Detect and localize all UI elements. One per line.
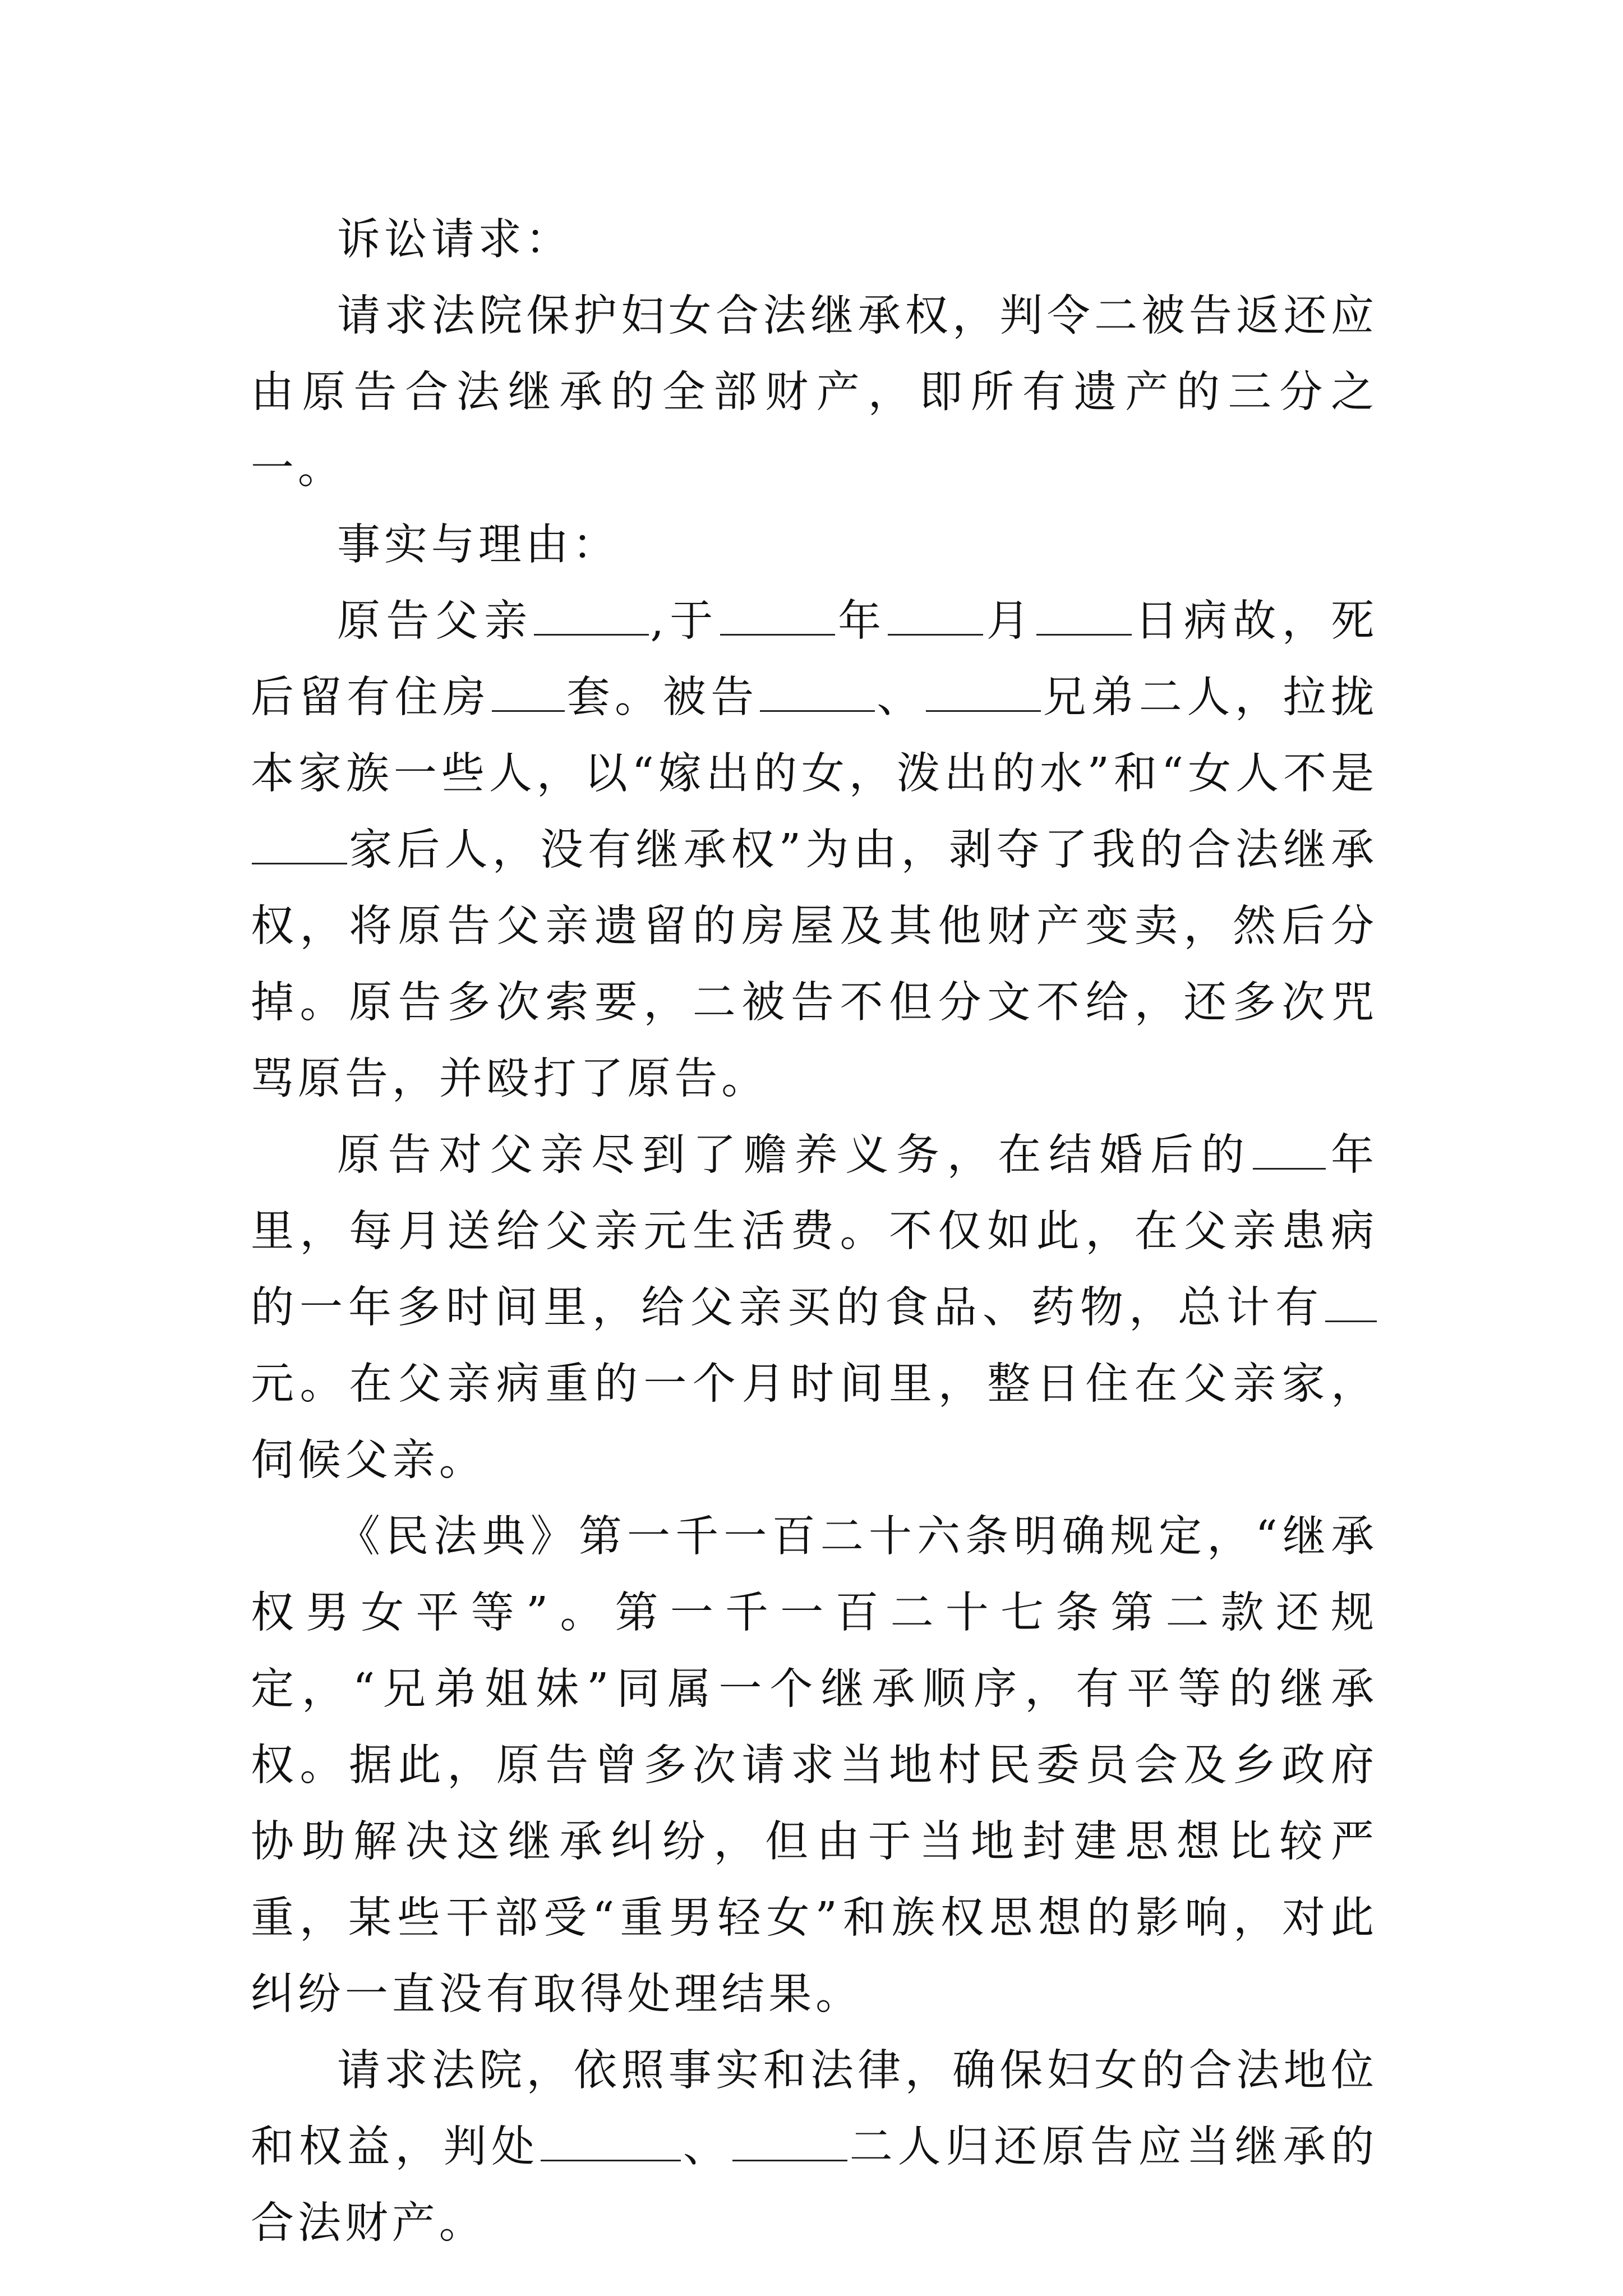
document-body (251, 202, 1378, 2262)
support-paragraph (251, 1117, 1378, 1499)
facts-text: ,于 (650, 596, 719, 646)
defendant-2-blank (732, 2125, 847, 2161)
claims-paragraph: 请求法院保护妇女合法继承权，判令二被告返还应由原告合法继承的全部财产，即所有遗产的三分之一。 (251, 291, 1378, 494)
facts-text: 原告父亲 (337, 596, 533, 646)
house-count-blank (492, 675, 565, 712)
facts-text: 年 (836, 596, 887, 646)
facts-text: 日病故，死后留有住房 (251, 596, 1378, 723)
family-name-blank (252, 828, 347, 864)
request-text: 、 (682, 2122, 731, 2172)
amount-blank (1325, 1286, 1377, 1322)
claims-heading: 诉讼请求： (337, 215, 573, 265)
day-blank (1036, 599, 1132, 636)
defendant-2-blank (926, 675, 1041, 712)
year-blank (720, 599, 835, 636)
father-name-blank (534, 599, 649, 636)
defendant-1-blank (760, 675, 875, 712)
request-text: 二人归还原告应当继承的合法财产。 (251, 2122, 1378, 2248)
support-text: 原告对父亲尽到了赡养义务，在结婚后的 (337, 1130, 1252, 1180)
request-paragraph (251, 2033, 1378, 2262)
facts-text: 兄弟二人，拉拢本家族一些人，以“嫁出的女，泼出的水”和“女人不是 (251, 673, 1378, 799)
defendant-1-blank (541, 2125, 681, 2161)
support-text: 年里，每月送给父亲元生活费。不仅如此，在父亲患病的一年多时间里，给父亲买的食品、药物，总计有 (251, 1130, 1378, 1333)
law-paragraph: 《民法典》第一千一百二十六条明确规定，“继承权男女平等”。第一千一百二十七条第二款还规定，“兄弟姐妹”同属一个继承顺序，有平等的继承权。据此，原告曾多次请求当地村民委员会及乡政府协助解决这继承纠纷，但由于当地封建思想比较严重，某些干部受“重男轻女”和族权思想的影响，对此纠纷一直没有取得处理结果。 (251, 1512, 1378, 2019)
facts-heading: 事实与理由： (337, 520, 620, 570)
facts-text: 、 (875, 673, 925, 723)
facts-text: 家后人，没有继承权”为由，剥夺了我的合法继承权，将原告父亲遗留的房屋及其他财产变卖，然后分掉。原告多次索要，二被告不但分文不给，还多次咒骂原告，并殴打了原告。 (251, 825, 1378, 1104)
facts-paragraph (251, 583, 1378, 1117)
facts-text: 月 (984, 596, 1036, 646)
month-blank (888, 599, 983, 636)
facts-text: 套。被告 (565, 673, 759, 723)
support-text: 元。在父亲病重的一个月时间里，整日住在父亲家，伺候父亲。 (251, 1359, 1378, 1485)
years-blank (1253, 1133, 1326, 1170)
request-text: 请求法院，依照事实和法律，确保妇女的合法地位和权益，判处 (251, 2046, 1378, 2172)
